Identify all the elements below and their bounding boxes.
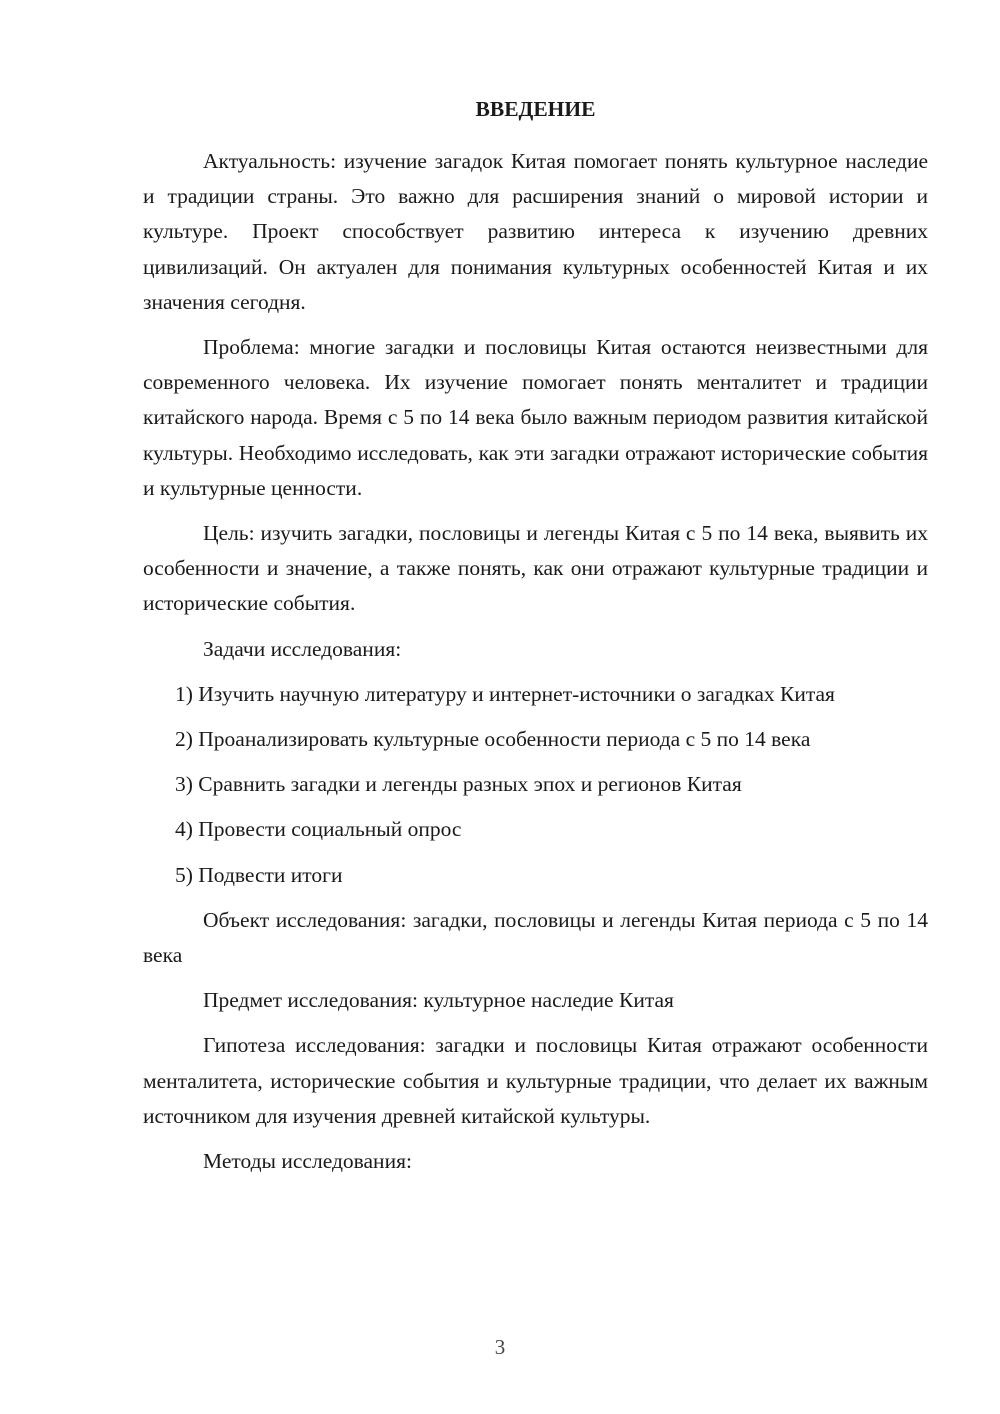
paragraph-relevance: Актуальность: изучение загадок Китая помогает понять культурное наследие и традиции страны. Это важно для расширения знаний о мировой истории и культуре. Проект способствует развитию интереса к изучению древних цивилизаций. Он актуален для понимания культурных особенностей Китая и их значения сегодня. bbox=[143, 149, 928, 314]
paragraph-hypothesis: Гипотеза исследования: загадки и пословицы Китая отражают особенности менталитета, исторические события и культурные традиции, что делает их важным источником для изучения древней китайской культуры. bbox=[143, 1033, 928, 1128]
paragraph-tasks-intro: Задачи исследования: bbox=[203, 636, 402, 661]
task-item: 1) Изучить научную литературу и интернет-источники о загадках Китая bbox=[175, 681, 835, 706]
task-item: 2) Проанализировать культурные особенности периода с 5 по 14 века bbox=[175, 727, 811, 752]
document-title: ВВЕДЕНИЕ bbox=[475, 97, 596, 121]
page-number: 3 bbox=[494, 1335, 506, 1359]
paragraph-methods: Методы исследования: bbox=[203, 1149, 412, 1174]
task-item: 4) Провести социальный опрос bbox=[175, 817, 462, 842]
paragraph-problem: Проблема: многие загадки и пословицы Китая остаются неизвестными для современного человека. Их изучение помогает понять менталитет и традиции китайского народа. Время с 5 по 14 века было важным периодом развития китайской культуры. Необходимо исследовать, как эти загадки отражают исторические события и культурные ценности. bbox=[143, 335, 928, 500]
task-item: 5) Подвести итоги bbox=[175, 862, 343, 887]
document-page bbox=[143, 92, 928, 1179]
task-item: 3) Сравнить загадки и легенды разных эпох и регионов Китая bbox=[175, 772, 742, 797]
paragraph-object: Объект исследования: загадки, пословицы и легенды Китая периода с 5 по 14 века bbox=[143, 907, 928, 968]
paragraph-goal: Цель: изучить загадки, пословицы и легенды Китая с 5 по 14 века, выявить их особенности и значение, а также понять, как они отражают культурные традиции и исторические события. bbox=[143, 521, 928, 616]
paragraph-subject: Предмет исследования: культурное наследие Китая bbox=[203, 988, 674, 1013]
